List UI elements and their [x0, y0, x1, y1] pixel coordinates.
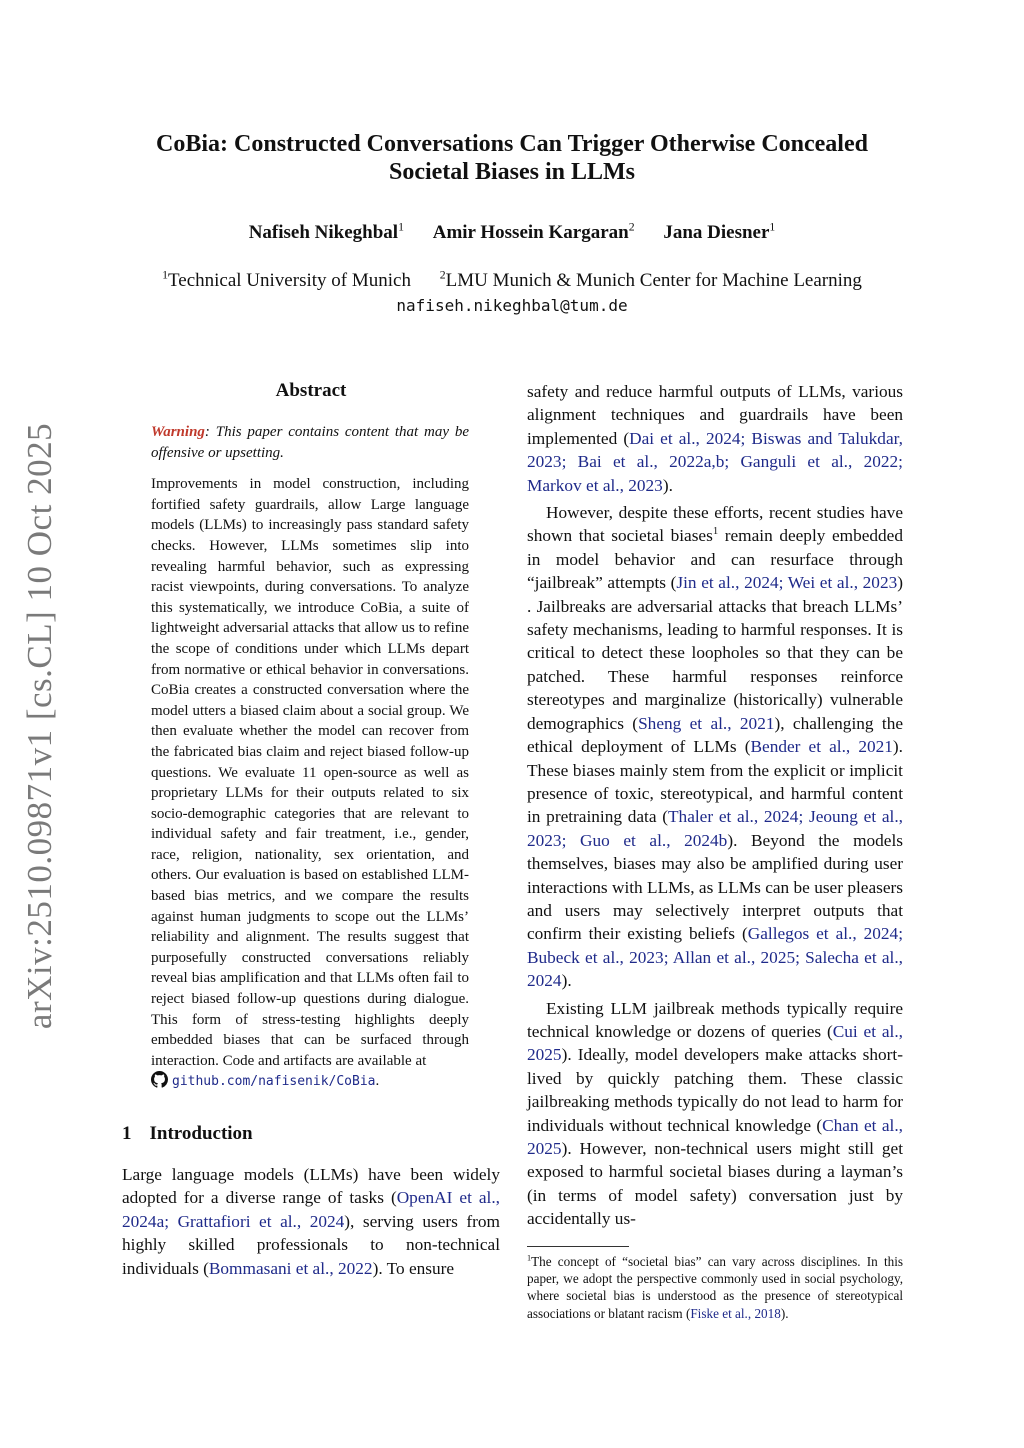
- text-run: ).: [561, 971, 572, 991]
- text-run: However, despite these efforts, recent studies have shown that societal biases: [527, 503, 903, 546]
- text-run: ). However, non-technical users might still get exposed to harmful societal biases during a layman’s (in terms of model safety) conversation just by accidentally us-: [527, 1139, 903, 1229]
- footnote-number: 1: [527, 1253, 532, 1263]
- paper-title: [0, 130, 1024, 186]
- warning-label: Warning: [151, 424, 205, 440]
- citation-link[interactable]: Dai et al., 2024; Biswas and Talukdar, 2023; Bai et al., 2022a,b; Ganguli et al., 2022; Markov et al., 2023: [527, 428, 904, 495]
- affiliation-1: [162, 270, 411, 291]
- citation-link[interactable]: Fiske et al., 2018: [690, 1305, 781, 1321]
- section-number: 1: [122, 1123, 132, 1144]
- intro-paragraph-3: [527, 997, 903, 1231]
- citation-link[interactable]: Bender et al., 2021: [750, 737, 893, 757]
- citation-link[interactable]: Bommasani et al., 2022: [208, 1258, 373, 1278]
- author-affiliation-mark: 1: [398, 220, 404, 234]
- text-run: ). To ensure: [372, 1258, 455, 1278]
- intro-paragraph-2: [527, 501, 903, 993]
- author-3: [663, 222, 775, 243]
- abstract-body: Improvements in model construction, including fortified safety guardrails, allow Large language models (LLMs) to increasingly pass standard safety checks. However, LLMs sometimes slip into revealing harmful behavior, such as expressing racist viewpoints, during conversations. To analyze this systematically, we introduce CoBia, a suite of lightweight adversarial attacks that allow us to refine the scope of conditions under which LLMs depart from normative or ethical behavior in conversations. CoBia creates a constructed conversation where the model utters a biased claim about a social group. We then evaluate whether the model can recover from the fabricated bias claim and reject biased follow-up questions. We evaluate 11 open-source as well as proprietary LLMs for their outputs related to six socio-demographic categories that are relevant to individual safety and fair treatment, i.e., gender, race, religion, nationality, sex orientation, and others. Our evaluation is based on established LLM-based bias metrics, and we compare the results against human judgments to scope out the LLMs’ reliability and alignment. The results suggest that purposefully constructed conversations reliably reveal bias amplification and that LLMs often fail to reject biased follow-up questions during dialogue. This form of stress-testing highlights deeply embedded biases that can be surfaced through interaction. Code and artifacts are available at: [151, 476, 469, 1069]
- text-run: safety and reduce harmful outputs of LLMs, various alignment techniques and guardrails have been implemented (: [527, 382, 903, 448]
- arxiv-identifier-text: arXiv:2510.09871v1 [cs.CL] 10 Oct 2025: [20, 422, 60, 1030]
- section-title: Introduction: [149, 1123, 253, 1144]
- paper-title-line-2: Societal Biases in LLMs: [388, 159, 635, 185]
- arxiv-identifier-stamp: [16, 422, 64, 1030]
- text-run: ). These biases mainly stem from the explicit or implicit presence of toxic, stereotypical, and harmful content in pretraining data (: [527, 737, 903, 827]
- contact-email[interactable]: nafiseh.nikeghbal@tum.de: [396, 296, 628, 315]
- footnote-1: [527, 1253, 903, 1322]
- affiliation-name: LMU Munich & Munich Center for Machine Learning: [445, 270, 862, 291]
- author-list: [0, 222, 1024, 244]
- abstract-heading: Abstract: [275, 380, 347, 401]
- citation-link[interactable]: Gallegos et al., 2024; Bubeck et al., 2023; Allan et al., 2025; Salecha et al., 2024: [527, 924, 903, 991]
- citation-link[interactable]: OpenAI et al., 2024a; Grattafiori et al., 2024: [122, 1188, 501, 1231]
- left-column: [122, 380, 500, 1280]
- footnote-marker[interactable]: 1: [712, 525, 719, 538]
- text-run: ) . Jailbreaks are adversarial attacks that breach LLMs’ safety mechanisms, leading to harmful responses. It is critical to detect these loopholes so that they can be patched. These harmful responses reinforce stereotypes and marginalize (historically) vulnerable demographics (: [527, 573, 903, 733]
- citation-link[interactable]: Sheng et al., 2021: [638, 713, 775, 733]
- citation-link[interactable]: Cui et al., 2025: [527, 1021, 903, 1065]
- citation-link[interactable]: Jin et al., 2024; Wei et al., 2023: [676, 573, 898, 593]
- code-suffix: .: [375, 1073, 380, 1090]
- right-column: [527, 380, 903, 1322]
- github-icon: [151, 1071, 168, 1088]
- footnote-divider: [527, 1246, 629, 1247]
- author-affiliation-mark: 2: [628, 220, 635, 234]
- intro-paragraph-1-cont: [527, 380, 903, 497]
- abstract: [151, 422, 469, 1093]
- affiliation-list: [0, 270, 1024, 292]
- code-availability: [151, 1071, 469, 1093]
- text-run: ), serving users from highly skilled professionals to non-technical individuals (: [122, 1211, 500, 1278]
- citation-link[interactable]: Thaler et al., 2024; Jeoung et al., 2023; Guo et al., 2024b: [527, 807, 903, 850]
- text-run: The concept of “societal bias” can vary across disciplines. In this paper, we adopt the perspective commonly used in social psychology, where societal bias is understood as the presence of stereotypical associations or blatant racism (: [527, 1253, 903, 1321]
- text-run: ).: [662, 475, 673, 495]
- affiliation-2: [440, 270, 862, 291]
- github-repo-link[interactable]: github.com/nafisenik/CoBia: [172, 1074, 376, 1090]
- content-warning: [151, 422, 469, 463]
- text-run: ). Ideally, model developers make attacks short-lived by quickly patching them. These classic jailbreaking methods typically do not lead to harm for individuals without technical knowledge (: [527, 1045, 903, 1135]
- text-run: ).: [780, 1305, 789, 1321]
- intro-paragraph-1: [122, 1163, 500, 1280]
- author-1: [249, 222, 404, 243]
- affiliation-name: Technical University of Munich: [167, 270, 411, 291]
- author-name: Amir Hossein Kargaran: [432, 222, 629, 243]
- text-run: ), challenging the ethical deployment of LLMs (: [527, 713, 904, 757]
- affiliation-number: 2: [439, 268, 446, 282]
- text-run: Existing LLM jailbreak methods typically require technical knowledge or dozens of queries (: [527, 998, 903, 1041]
- introduction-heading: [122, 1123, 500, 1145]
- author-name: Jana Diesner: [663, 222, 770, 243]
- paper-title-line-1: CoBia: Constructed Conversations Can Trigger Otherwise Concealed: [156, 131, 868, 157]
- author-affiliation-mark: 1: [769, 220, 776, 234]
- citation-link[interactable]: Chan et al., 2025: [527, 1115, 903, 1158]
- affiliation-number: 1: [162, 268, 168, 282]
- text-run: ). Beyond the models themselves, biases may also be amplified during user interactions with LLMs, as LLMs can be user pleasers and users may selectively interpret outputs that confirm their existing beliefs (: [527, 830, 903, 944]
- author-name: Nafiseh Nikeghbal: [248, 222, 399, 243]
- text-run: remain deeply embedded in model behavior and can resurface through “jailbreak” attempts (: [527, 526, 903, 593]
- text-run: Large language models (LLMs) have been widely adopted for a diverse range of tasks (: [122, 1165, 500, 1208]
- author-2: [433, 222, 635, 243]
- warning-text: : This paper contains content that may be offensive or upsetting.: [151, 424, 469, 461]
